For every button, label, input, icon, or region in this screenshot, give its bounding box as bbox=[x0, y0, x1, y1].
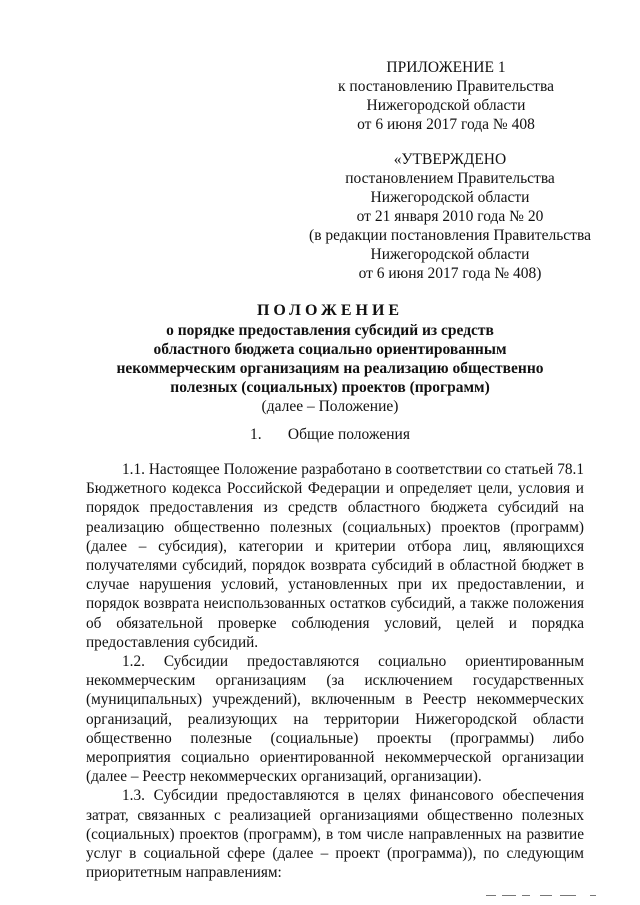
approved-line: Нижегородской области bbox=[370, 189, 530, 206]
approved-line: от 6 июня 2017 года № 408) bbox=[358, 265, 542, 282]
approval-stamp-text bbox=[300, 150, 600, 283]
section-number: 1. bbox=[250, 426, 262, 443]
document-note: (далее – Положение) bbox=[261, 398, 399, 415]
document-subtitle-line: полезных (социальных) проектов (программ) bbox=[170, 379, 490, 396]
document-title: ПОЛОЖЕНИЕ bbox=[256, 302, 404, 319]
scan-artifact bbox=[540, 895, 552, 896]
section-heading bbox=[80, 425, 580, 444]
approved-label: «УТВЕРЖДЕНО bbox=[393, 151, 507, 168]
scan-artifact bbox=[522, 895, 530, 896]
approved-line: постановлением Правительства bbox=[345, 170, 555, 187]
document-body bbox=[86, 460, 584, 882]
appendix-header bbox=[312, 58, 580, 134]
section-title: Общие положения bbox=[287, 426, 410, 443]
appendix-label: ПРИЛОЖЕНИЕ 1 bbox=[386, 59, 506, 76]
approved-line: (в редакции постановления Правительства bbox=[309, 227, 591, 244]
appendix-line: к постановлению Правительства bbox=[338, 78, 554, 95]
scan-artifact bbox=[502, 895, 516, 896]
document-subtitle-line: о порядке предоставления субсидий из средств bbox=[166, 322, 494, 339]
paragraph: 1.3. Субсидии предоставляются в целях финансового обеспечения затрат, связанных с реализацией организациями общественно полезных (социальных) проектов (программ), в том числе направленных на развитие услуг в социальной сфере (далее – проект (программа)), по следующим приоритетным направлениям: bbox=[86, 787, 584, 882]
approved-line: Нижегородской области bbox=[370, 246, 530, 263]
appendix-line: Нижегородской области bbox=[366, 97, 526, 114]
document-subtitle-line: областного бюджета социально ориентированным bbox=[153, 341, 507, 358]
scan-artifact bbox=[486, 895, 496, 896]
approved-line: от 21 января 2010 года № 20 bbox=[356, 208, 544, 225]
paragraph: 1.2. Субсидии предоставляются социально ориентированным некоммерческим организациям (за исключением государственных (муниципальных) учреждений), включенным в Реестр некоммерческих организаций, реализующих на территории Нижегородской области общественно полезные (социальные) проекты (программы) либо мероприятия социально ориентированной некоммерческой организации (далее – Реестр некоммерческих организаций, организации). bbox=[86, 653, 584, 786]
appendix-line: от 6 июня 2017 года № 408 bbox=[357, 116, 535, 133]
document-title-block bbox=[80, 301, 580, 416]
paragraph: 1.1. Настоящее Положение разработано в соответствии со статьей 78.1 Бюджетного кодекса Российской Федерации и определяет цели, условия и порядок предоставления из средств областного бюджета субсидий на реализацию общественно полезных (социальных) проектов (программ) (далее – субсидия), категории и критерии отбора лиц, являющихся получателями субсидий, порядок возврата субсидий в областной бюджет в случае нарушения условий, установленных при их предоставлении, и порядок возврата неиспользованных остатков субсидий, а также положения об обязательной проверке соблюдения условий, целей и порядка предоставления субсидий. bbox=[86, 461, 584, 651]
document-subtitle-line: некоммерческим организациям на реализацию общественно bbox=[116, 360, 544, 377]
scan-artifact bbox=[590, 895, 596, 896]
scan-artifact bbox=[560, 895, 576, 896]
